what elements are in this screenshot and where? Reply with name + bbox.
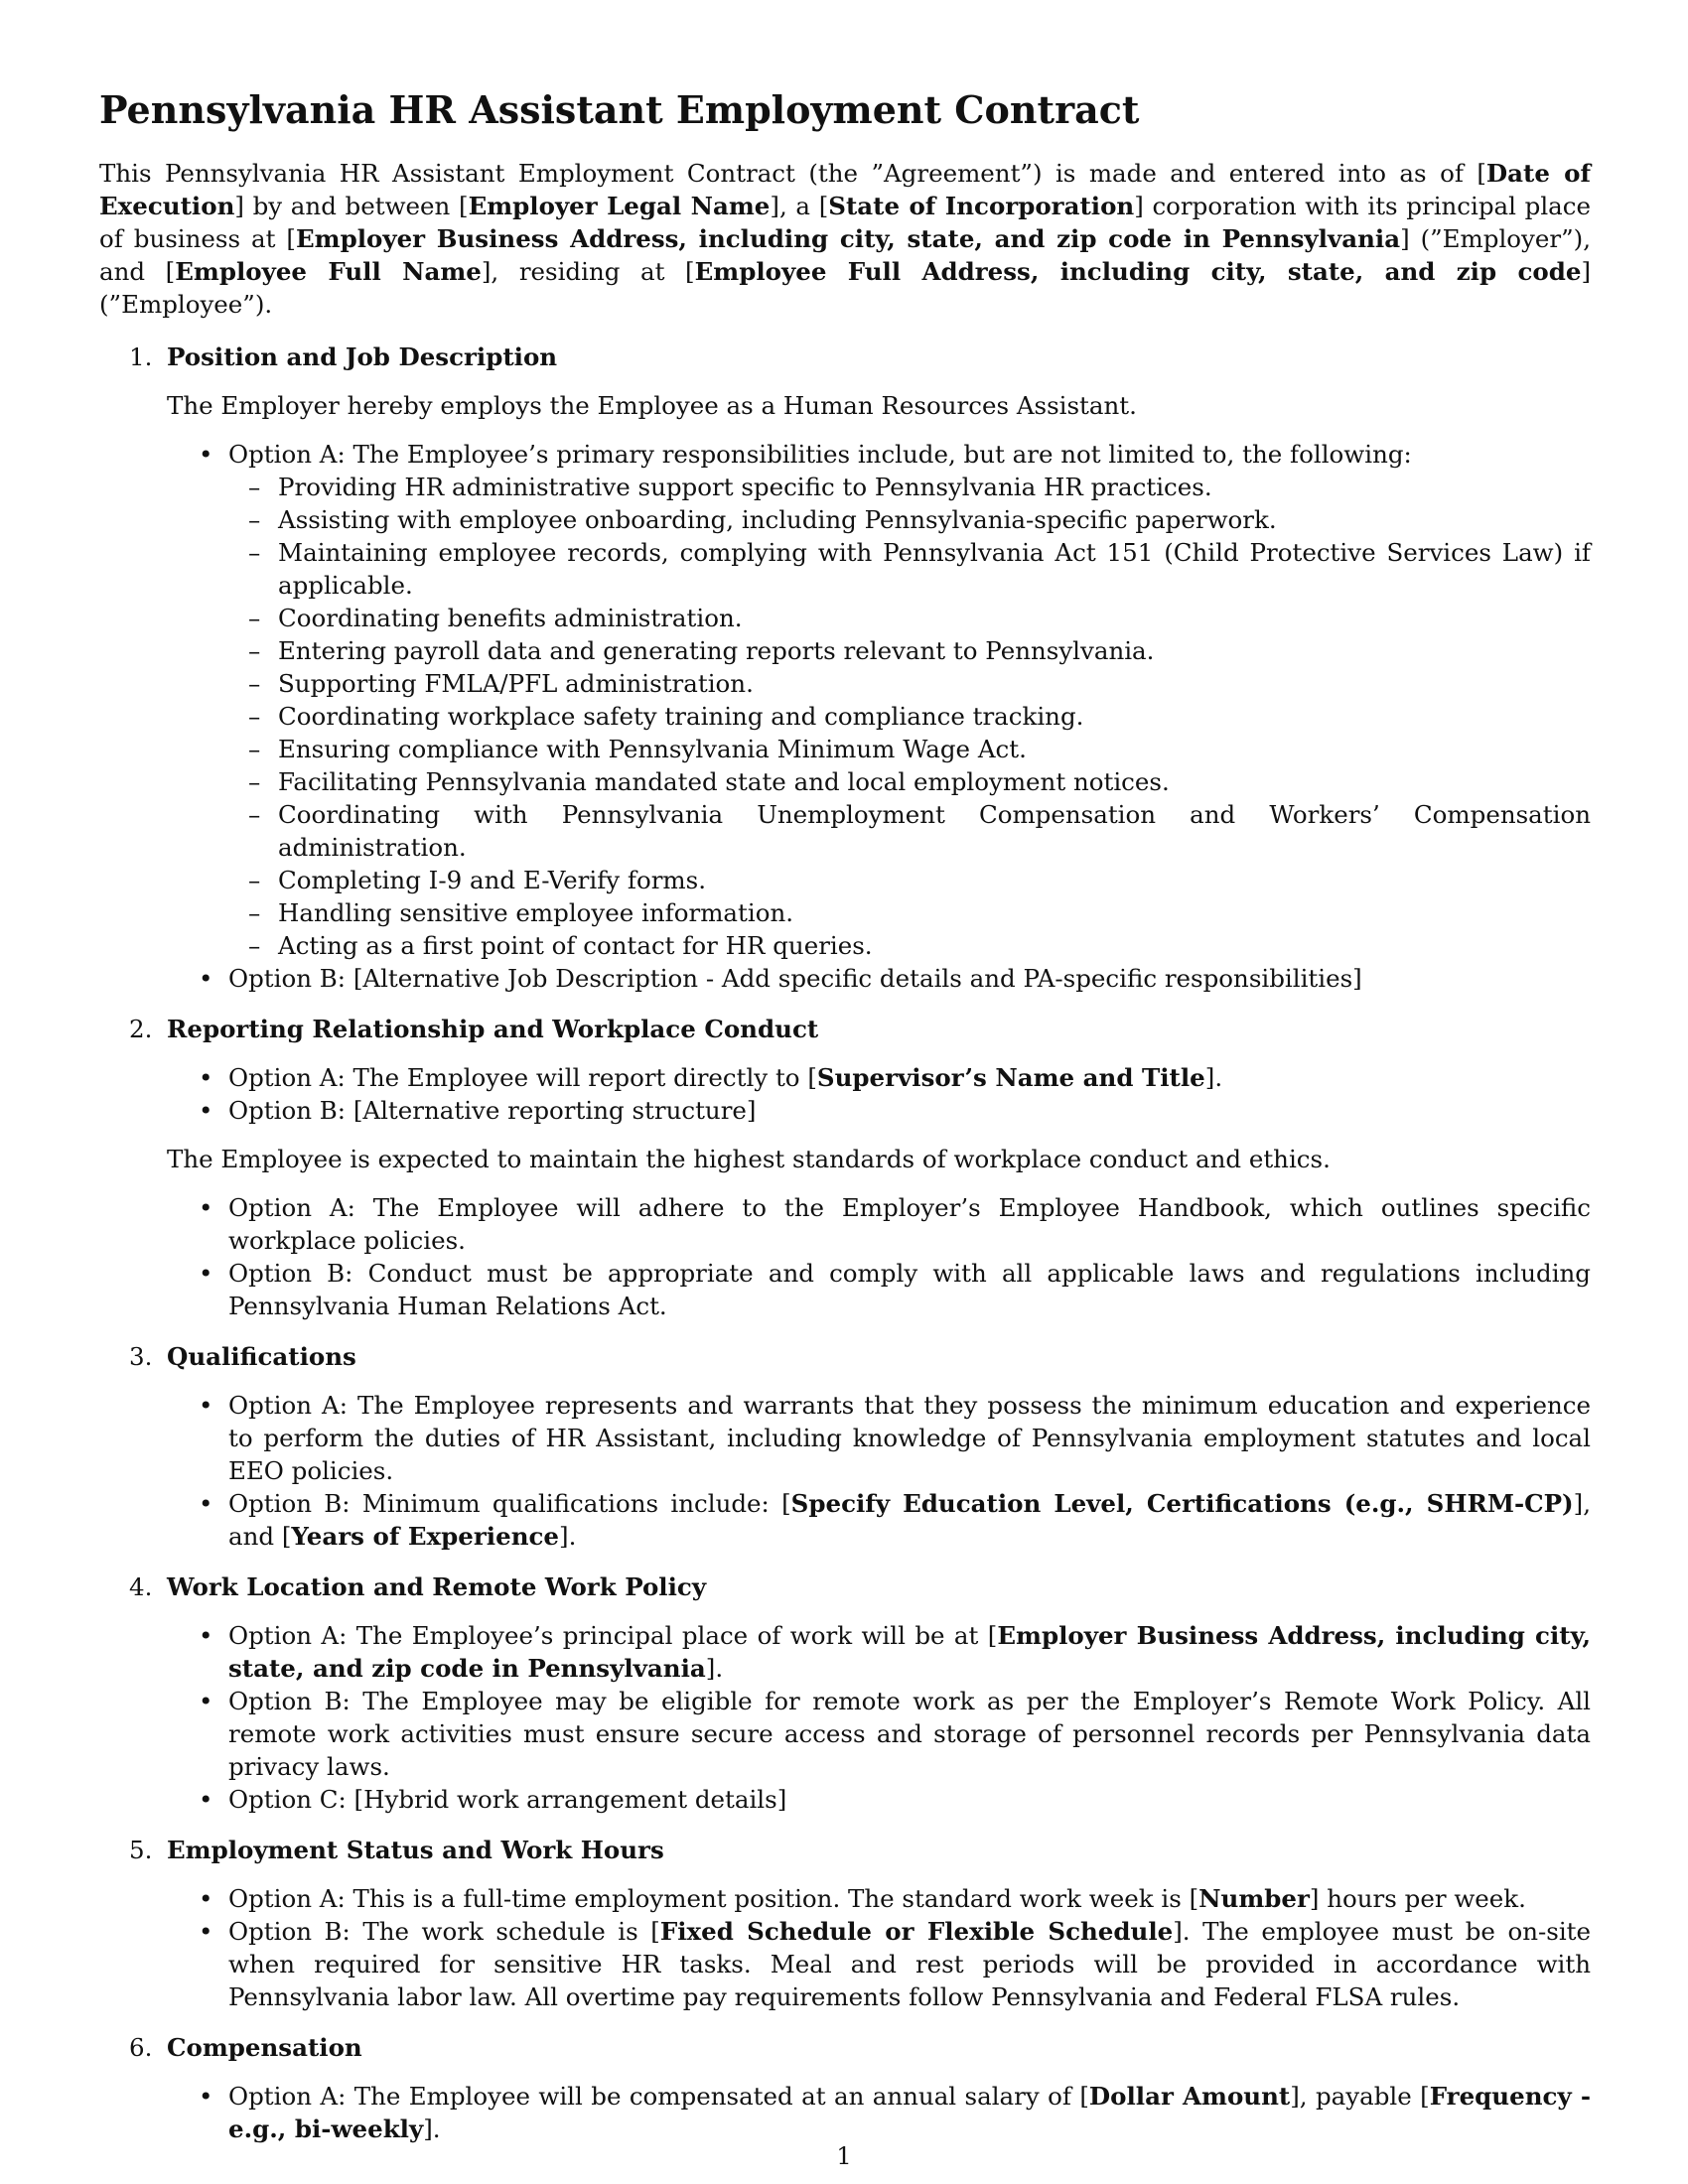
- section-text: The Employer hereby employs the Employee as a Human Resources Assistant.: [167, 391, 1137, 420]
- placeholder-hours: Number: [1198, 1884, 1310, 1913]
- dash-icon: –: [248, 866, 261, 894]
- document-title: Pennsylvania HR Assistant Employment Contract: [99, 87, 1140, 132]
- option-text: ].: [423, 2115, 441, 2143]
- dash-icon: –: [248, 538, 261, 567]
- responsibility-text: Entering payroll data and generating reports relevant to Pennsylvania.: [278, 636, 1155, 665]
- bullet-icon: •: [199, 1193, 213, 1222]
- option-item: [167, 1094, 1591, 1127]
- responsibility-list: [228, 471, 1591, 962]
- section-heading: [129, 1834, 1591, 1866]
- responsibility-item: [228, 700, 1591, 733]
- section-heading: [129, 341, 1591, 373]
- dash-icon: –: [248, 702, 261, 731]
- bullet-icon: •: [199, 1687, 213, 1715]
- section-title: Position and Job Description: [167, 342, 558, 371]
- placeholder-experience: Years of Experience: [291, 1522, 560, 1551]
- option-item: [167, 1685, 1591, 1783]
- section-heading: [129, 1340, 1591, 1373]
- option-text: ].: [559, 1522, 577, 1551]
- dash-icon: –: [248, 898, 261, 927]
- option-text: Option C: [Hybrid work arrangement details]: [228, 1785, 787, 1814]
- option-item: [167, 438, 1591, 962]
- option-list: [167, 438, 1591, 995]
- option-text: ].: [705, 1654, 724, 1683]
- bullet-icon: •: [199, 440, 213, 469]
- option-text: Option A: The Employee will adhere to the Employer’s Employee Handbook, which outlines specific workplace policies.: [228, 1193, 1591, 1255]
- document-page: [99, 87, 1591, 2163]
- responsibility-text: Supporting FMLA/PFL administration.: [278, 669, 754, 698]
- section-number: 5.: [129, 1836, 153, 1864]
- dash-icon: –: [248, 669, 261, 698]
- option-list: [167, 1389, 1591, 1553]
- option-text: Option A: The Employee will report directly to [: [228, 1063, 817, 1092]
- option-text: ]. The employee must be on-site when required for sensitive HR tasks. Meal and rest periods will be provided in accordance with Pennsylvania labor law. All overtime pay requirements follow Pennsylvania and Federal FLSA rules.: [228, 1917, 1592, 2011]
- section-1: [99, 341, 1591, 995]
- bullet-icon: •: [199, 1785, 213, 1814]
- responsibility-text: Coordinating benefits administration.: [278, 604, 743, 632]
- option-list: [167, 1619, 1591, 1816]
- responsibility-item: [228, 602, 1591, 634]
- dash-icon: –: [248, 767, 261, 796]
- option-list: [167, 1061, 1591, 1127]
- dash-icon: –: [248, 931, 261, 960]
- section-title: Work Location and Remote Work Policy: [167, 1572, 707, 1601]
- intro-text: ] (”Employer”), and [: [99, 224, 1591, 286]
- section-2: [99, 1013, 1591, 1322]
- bullet-icon: •: [199, 2082, 213, 2111]
- responsibility-item: [228, 765, 1591, 798]
- section-title: Compensation: [167, 2033, 362, 2062]
- section-list: [99, 341, 1591, 2145]
- dash-icon: –: [248, 800, 261, 829]
- responsibility-item: [228, 667, 1591, 700]
- dash-icon: –: [248, 505, 261, 534]
- option-list: [167, 1191, 1591, 1322]
- option-item: [167, 962, 1591, 995]
- bullet-icon: •: [199, 1259, 213, 1288]
- option-text: Option A: This is a full-time employment position. The standard work week is [: [228, 1884, 1199, 1913]
- intro-paragraph: [99, 157, 1591, 321]
- option-item: [167, 1389, 1591, 1487]
- responsibility-text: Providing HR administrative support specific to Pennsylvania HR practices.: [278, 473, 1212, 501]
- responsibility-item: [228, 503, 1591, 536]
- option-text: ], and [: [228, 1489, 1591, 1551]
- responsibility-item: [228, 634, 1591, 667]
- option-item: [167, 1061, 1591, 1094]
- section-4: [99, 1570, 1591, 1816]
- option-item: [167, 1257, 1591, 1322]
- placeholder-education: Specify Education Level, Certifications (e.g., SHRM-CP): [790, 1489, 1574, 1518]
- dash-icon: –: [248, 604, 261, 632]
- section-number: 4.: [129, 1572, 153, 1601]
- option-text: Option B: The Employee may be eligible for remote work as per the Employer’s Remote Work Policy. All remote work activities must ensure secure access and storage of personnel records per Pennsylvania data privacy laws.: [228, 1687, 1591, 1781]
- responsibility-text: Assisting with employee onboarding, including Pennsylvania-specific paperwork.: [278, 505, 1277, 534]
- bullet-icon: •: [199, 964, 213, 993]
- placeholder-employer-address: Employer Business Address, including city, state, and zip code in Pennsylvania: [295, 224, 1401, 253]
- page-number: 1: [836, 2142, 852, 2170]
- option-text: ] hours per week.: [1309, 1884, 1526, 1913]
- option-text: ].: [1204, 1063, 1223, 1092]
- option-item: [167, 1619, 1591, 1685]
- dash-icon: –: [248, 636, 261, 665]
- option-list: [167, 1882, 1591, 2013]
- responsibility-item: [228, 733, 1591, 765]
- placeholder-supervisor: Supervisor’s Name and Title: [816, 1063, 1205, 1092]
- intro-text: ] by and between [: [234, 192, 469, 220]
- bullet-icon: •: [199, 1489, 213, 1518]
- section-3: [99, 1340, 1591, 1553]
- option-text: Option B: The work schedule is [: [228, 1917, 660, 1946]
- responsibility-item: [228, 929, 1591, 962]
- option-text: Option B: [Alternative Job Description - Add specific details and PA-specific responsibilities]: [228, 964, 1362, 993]
- section-number: 3.: [129, 1342, 153, 1371]
- intro-text: This Pennsylvania HR Assistant Employment Contract (the ”Agreement”) is made and entered into as of [: [99, 159, 1486, 188]
- intro-text: ], residing at [: [481, 257, 695, 286]
- section-heading: [129, 2031, 1591, 2064]
- option-item: [167, 2080, 1591, 2145]
- dash-icon: –: [248, 735, 261, 763]
- section-title: Qualifications: [167, 1342, 356, 1371]
- option-text: Option B: [Alternative reporting structure]: [228, 1096, 757, 1125]
- placeholder-work-address: Employer Business Address, including city, state, and zip code in Pennsylvania: [228, 1621, 1592, 1683]
- dash-icon: –: [248, 473, 261, 501]
- bullet-icon: •: [199, 1621, 213, 1650]
- bullet-icon: •: [199, 1884, 213, 1913]
- responsibility-text: Acting as a first point of contact for HR queries.: [278, 931, 873, 960]
- option-item: [167, 1882, 1591, 1915]
- option-item: [167, 1915, 1591, 2013]
- responsibility-item: [228, 471, 1591, 503]
- section-text: The Employee is expected to maintain the highest standards of workplace conduct and ethics.: [167, 1145, 1331, 1173]
- responsibility-text: Maintaining employee records, complying with Pennsylvania Act 151 (Child Protective Services Law) if applicable.: [278, 538, 1591, 600]
- intro-text: ] corporation with its principal place of business at [: [99, 192, 1592, 253]
- option-list: [167, 2080, 1591, 2145]
- responsibility-text: Completing I-9 and E-Verify forms.: [278, 866, 707, 894]
- section-title: Employment Status and Work Hours: [167, 1836, 664, 1864]
- option-text: Option A: The Employee will be compensated at an annual salary of [: [228, 2082, 1089, 2111]
- section-6: [99, 2031, 1591, 2145]
- option-item: [167, 1191, 1591, 1257]
- section-number: 1.: [129, 342, 153, 371]
- section-5: [99, 1834, 1591, 2013]
- placeholder-schedule: Fixed Schedule or Flexible Schedule: [659, 1917, 1174, 1946]
- placeholder-employee-address: Employee Full Address, including city, state, and zip code: [694, 257, 1582, 286]
- placeholder-date-of-execution: Date of Execution: [99, 159, 1592, 220]
- placeholder-frequency: Frequency - e.g., bi-weekly: [228, 2082, 1591, 2143]
- responsibility-text: Coordinating with Pennsylvania Unemployment Compensation and Workers’ Compensation administration.: [278, 800, 1591, 862]
- placeholder-employer-legal-name: Employer Legal Name: [468, 192, 771, 220]
- option-text: Option A: The Employee represents and warrants that they possess the minimum education and experience to perform the duties of HR Assistant, including knowledge of Pennsylvania employment statutes and local EEO policies.: [228, 1391, 1591, 1485]
- responsibility-text: Ensuring compliance with Pennsylvania Minimum Wage Act.: [278, 735, 1027, 763]
- responsibility-text: Facilitating Pennsylvania mandated state and local employment notices.: [278, 767, 1170, 796]
- bullet-icon: •: [199, 1917, 213, 1946]
- placeholder-employee-name: Employee Full Name: [175, 257, 482, 286]
- option-text: ], payable [: [1290, 2082, 1430, 2111]
- option-item: [167, 1783, 1591, 1816]
- responsibility-item: [228, 896, 1591, 929]
- responsibility-item: [228, 536, 1591, 602]
- option-text: Option A: The Employee’s principal place of work will be at [: [228, 1621, 998, 1650]
- option-text: Option A: The Employee’s primary responsibilities include, but are not limited to, the following:: [228, 440, 1412, 469]
- section-title: Reporting Relationship and Workplace Conduct: [167, 1015, 819, 1043]
- section-number: 2.: [129, 1015, 153, 1043]
- bullet-icon: •: [199, 1096, 213, 1125]
- responsibility-text: Coordinating workplace safety training and compliance tracking.: [278, 702, 1084, 731]
- bullet-icon: •: [199, 1391, 213, 1420]
- section-heading: [129, 1013, 1591, 1045]
- option-text: Option B: Minimum qualifications include: [: [228, 1489, 791, 1518]
- intro-text: ] (”Employee”).: [99, 257, 1591, 319]
- responsibility-text: Handling sensitive employee information.: [278, 898, 794, 927]
- placeholder-state-of-incorporation: State of Incorporation: [828, 192, 1135, 220]
- responsibility-item: [228, 864, 1591, 896]
- section-heading: [129, 1570, 1591, 1603]
- placeholder-salary: Dollar Amount: [1088, 2082, 1291, 2111]
- option-text: Option B: Conduct must be appropriate and comply with all applicable laws and regulations including Pennsylvania Human Relations Act.: [228, 1259, 1591, 1320]
- option-item: [167, 1487, 1591, 1553]
- responsibility-item: [228, 798, 1591, 864]
- intro-text: ], a [: [770, 192, 829, 220]
- bullet-icon: •: [199, 1063, 213, 1092]
- section-number: 6.: [129, 2033, 153, 2062]
